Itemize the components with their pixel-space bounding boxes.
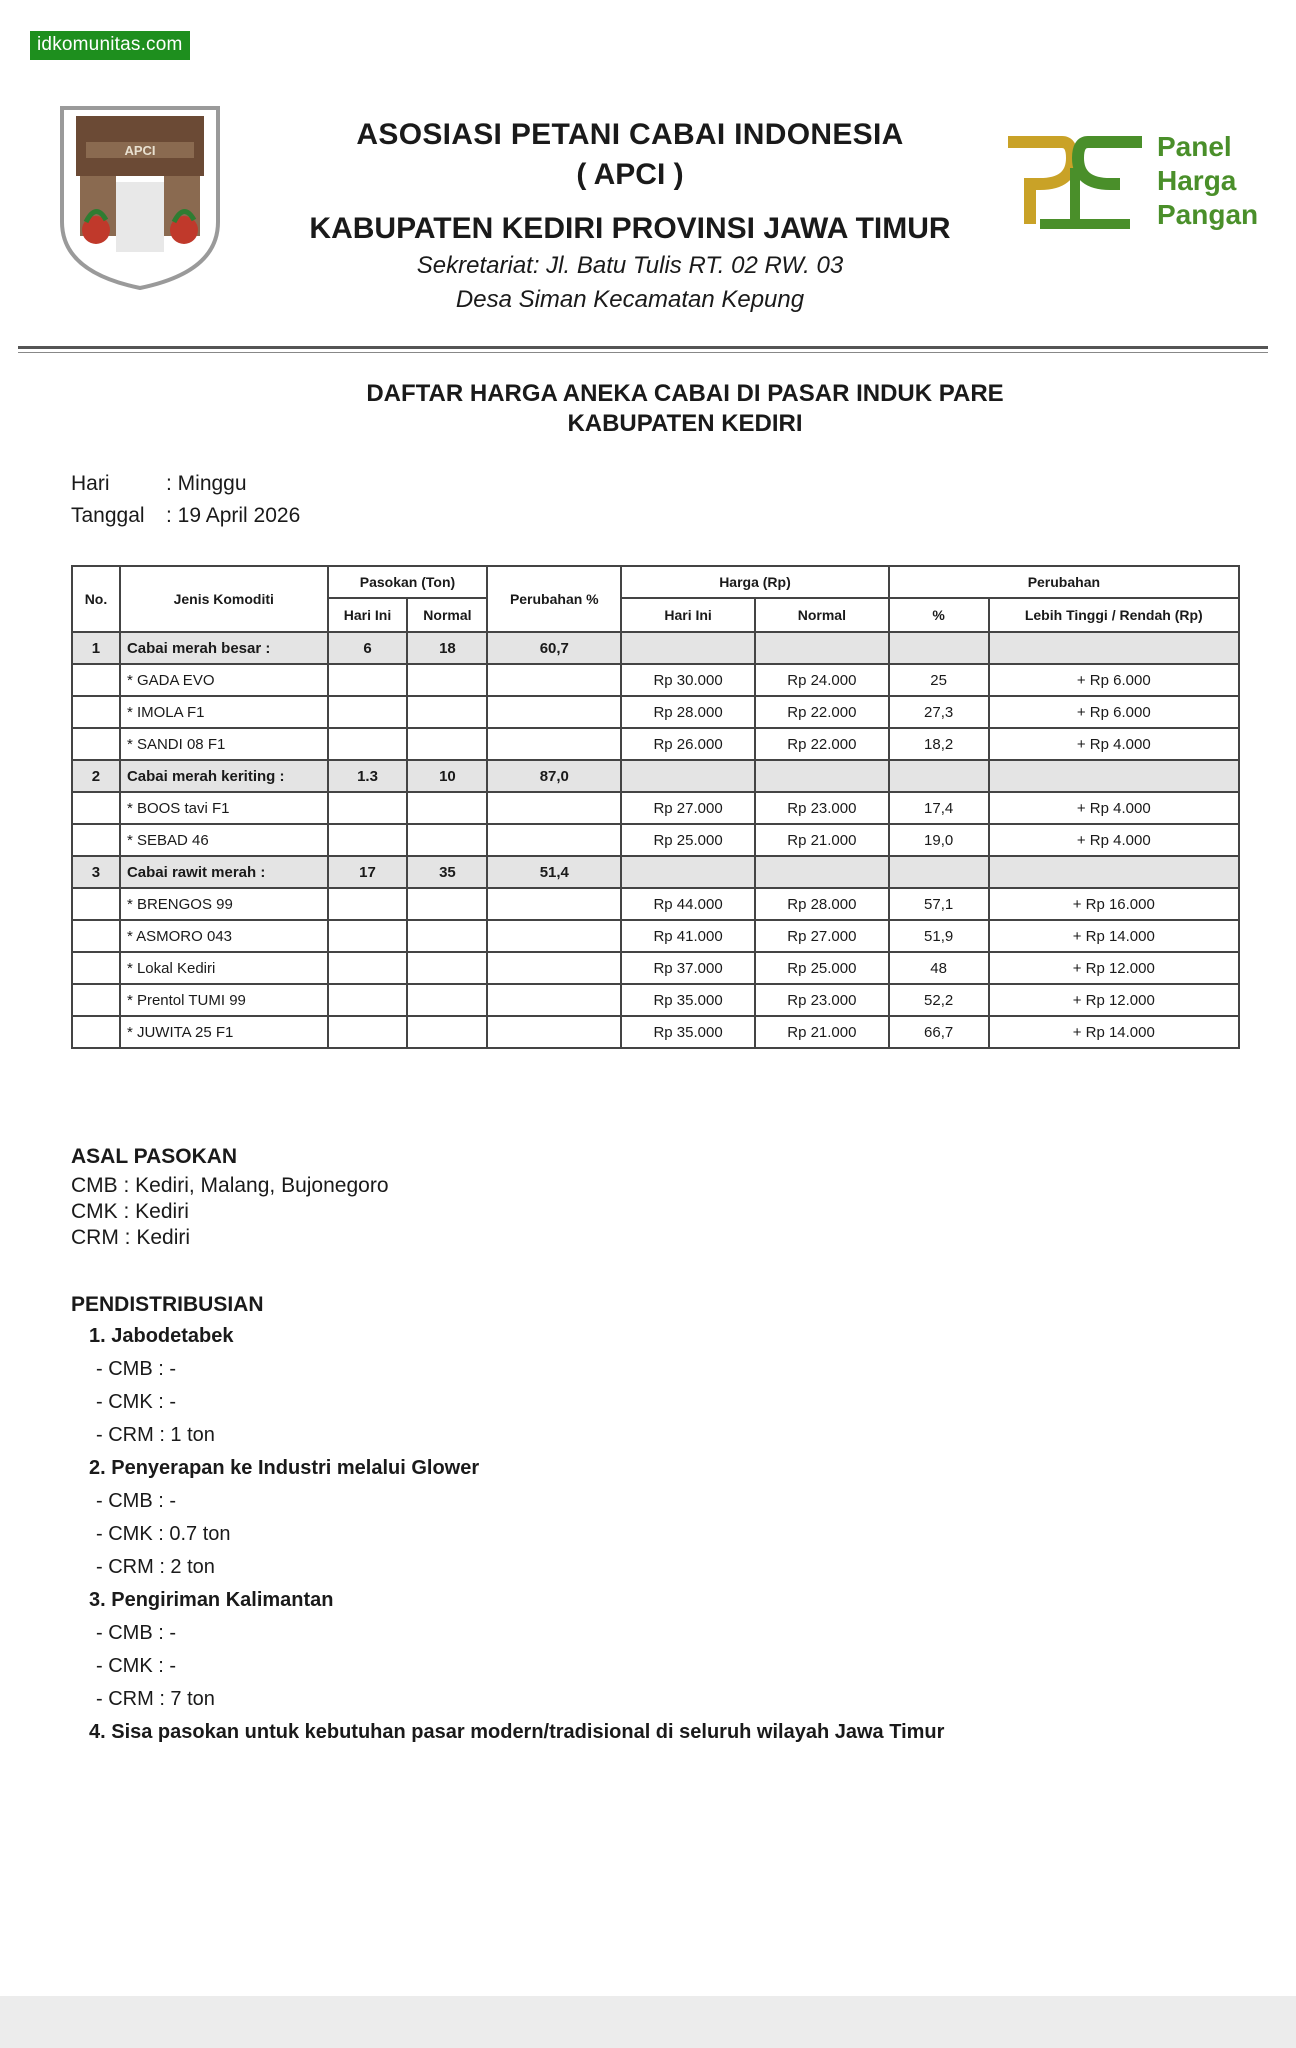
cell-no bbox=[72, 696, 120, 728]
col-harga: Harga (Rp) bbox=[621, 566, 889, 598]
cell-p-change bbox=[487, 1016, 621, 1048]
distribusi-title: PENDISTRIBUSIAN bbox=[71, 1293, 264, 1316]
meta-tanggal: Tanggal : 19 April 2026 bbox=[71, 504, 301, 527]
cell-p-change bbox=[487, 728, 621, 760]
cell-p-change bbox=[487, 888, 621, 920]
cell-h-normal: Rp 23.000 bbox=[755, 792, 889, 824]
cell-p-normal bbox=[407, 824, 487, 856]
cell-name: * Prentol TUMI 99 bbox=[120, 984, 328, 1016]
cell-p-change: 87,0 bbox=[487, 760, 621, 792]
meta-hari: Hari : Minggu bbox=[71, 472, 247, 495]
col-pasokan: Pasokan (Ton) bbox=[328, 566, 488, 598]
asal-list bbox=[71, 1173, 389, 1251]
cell-pct: 51,9 bbox=[889, 920, 989, 952]
cell-name: * SANDI 08 F1 bbox=[120, 728, 328, 760]
cell-h-today: Rp 26.000 bbox=[621, 728, 755, 760]
cell-pct bbox=[889, 760, 989, 792]
cell-p-change bbox=[487, 824, 621, 856]
cell-diff: + Rp 12.000 bbox=[989, 984, 1239, 1016]
org-address-1: Sekretariat: Jl. Batu Tulis RT. 02 RW. 03 bbox=[416, 252, 844, 279]
col-perubahan-pct: Perubahan % bbox=[487, 566, 621, 632]
table-row bbox=[72, 728, 1239, 760]
table-row bbox=[72, 696, 1239, 728]
distribusi-item: - CMK : - bbox=[96, 1655, 176, 1677]
watermark-label: idkomunitas.com bbox=[30, 31, 190, 60]
cell-p-change bbox=[487, 664, 621, 696]
table-row bbox=[72, 824, 1239, 856]
distribusi-item: - CRM : 2 ton bbox=[96, 1556, 215, 1578]
cell-pct: 25 bbox=[889, 664, 989, 696]
table-row bbox=[72, 792, 1239, 824]
cell-pct: 57,1 bbox=[889, 888, 989, 920]
cell-p-change bbox=[487, 920, 621, 952]
distribusi-heading: 3. Pengiriman Kalimantan bbox=[89, 1589, 334, 1611]
cell-pct: 17,4 bbox=[889, 792, 989, 824]
col-jenis: Jenis Komoditi bbox=[120, 566, 328, 632]
cell-h-today: Rp 25.000 bbox=[621, 824, 755, 856]
table-row bbox=[72, 664, 1239, 696]
table-row bbox=[72, 952, 1239, 984]
cell-p-normal: 10 bbox=[407, 760, 487, 792]
asal-line: CMB : Kediri, Malang, Bujonegoro bbox=[71, 1174, 389, 1197]
panel-harga-pangan-logo bbox=[1000, 128, 1150, 238]
cell-p-normal bbox=[407, 952, 487, 984]
distribusi-item: - CMB : - bbox=[96, 1622, 176, 1644]
cell-no: 2 bbox=[72, 760, 120, 792]
cell-p-change: 51,4 bbox=[487, 856, 621, 888]
cell-diff bbox=[989, 856, 1239, 888]
cell-diff bbox=[989, 632, 1239, 664]
table-row bbox=[72, 1016, 1239, 1048]
cell-p-normal: 35 bbox=[407, 856, 487, 888]
asal-title: ASAL PASOKAN bbox=[71, 1145, 238, 1168]
col-perubahan: Perubahan bbox=[889, 566, 1239, 598]
cell-p-today bbox=[328, 952, 408, 984]
cell-diff: + Rp 4.000 bbox=[989, 728, 1239, 760]
document-subtitle: KABUPATEN KEDIRI bbox=[567, 410, 803, 437]
cell-h-today: Rp 30.000 bbox=[621, 664, 755, 696]
cell-diff: + Rp 14.000 bbox=[989, 1016, 1239, 1048]
cell-h-normal bbox=[755, 856, 889, 888]
cell-p-normal bbox=[407, 664, 487, 696]
cell-name: * BRENGOS 99 bbox=[120, 888, 328, 920]
cell-h-today bbox=[621, 760, 755, 792]
cell-name: Cabai rawit merah : bbox=[120, 856, 328, 888]
col-no: No. bbox=[72, 566, 120, 632]
cell-p-today bbox=[328, 824, 408, 856]
cell-diff: + Rp 4.000 bbox=[989, 824, 1239, 856]
cell-h-today: Rp 28.000 bbox=[621, 696, 755, 728]
cell-p-today bbox=[328, 888, 408, 920]
cell-no: 3 bbox=[72, 856, 120, 888]
cell-pct: 18,2 bbox=[889, 728, 989, 760]
cell-no bbox=[72, 984, 120, 1016]
cell-h-normal: Rp 22.000 bbox=[755, 696, 889, 728]
org-region: KABUPATEN KEDIRI PROVINSI JAWA TIMUR bbox=[309, 212, 951, 245]
cell-p-change: 60,7 bbox=[487, 632, 621, 664]
col-pasokan-hari-ini: Hari Ini bbox=[328, 598, 408, 632]
cell-p-normal bbox=[407, 696, 487, 728]
col-pct: % bbox=[889, 598, 989, 632]
cell-pct: 27,3 bbox=[889, 696, 989, 728]
cell-p-today bbox=[328, 792, 408, 824]
distribusi-heading: 2. Penyerapan ke Industri melalui Glower bbox=[89, 1457, 480, 1479]
cell-p-change bbox=[487, 984, 621, 1016]
cell-h-normal: Rp 28.000 bbox=[755, 888, 889, 920]
distribusi-item: - CRM : 7 ton bbox=[96, 1688, 215, 1710]
cell-diff: + Rp 12.000 bbox=[989, 952, 1239, 984]
cell-h-normal: Rp 22.000 bbox=[755, 728, 889, 760]
cell-p-normal bbox=[407, 984, 487, 1016]
cell-h-today bbox=[621, 856, 755, 888]
cell-pct: 66,7 bbox=[889, 1016, 989, 1048]
cell-diff: + Rp 6.000 bbox=[989, 696, 1239, 728]
cell-p-today bbox=[328, 664, 408, 696]
cell-h-normal: Rp 27.000 bbox=[755, 920, 889, 952]
cell-pct bbox=[889, 632, 989, 664]
cell-p-normal bbox=[407, 1016, 487, 1048]
org-abbrev: ( APCI ) bbox=[576, 158, 684, 191]
cell-name: * ASMORO 043 bbox=[120, 920, 328, 952]
cell-diff: + Rp 6.000 bbox=[989, 664, 1239, 696]
cell-diff: + Rp 4.000 bbox=[989, 792, 1239, 824]
asal-line: CRM : Kediri bbox=[71, 1226, 191, 1249]
cell-p-change bbox=[487, 696, 621, 728]
cell-no bbox=[72, 888, 120, 920]
cell-h-normal bbox=[755, 760, 889, 792]
cell-p-today bbox=[328, 696, 408, 728]
cell-h-today: Rp 27.000 bbox=[621, 792, 755, 824]
org-address-2: Desa Siman Kecamatan Kepung bbox=[455, 286, 805, 313]
distribusi-item: - CMB : - bbox=[96, 1358, 176, 1380]
cell-pct: 48 bbox=[889, 952, 989, 984]
cell-p-today bbox=[328, 920, 408, 952]
bottom-bar bbox=[0, 1996, 1296, 2048]
cell-name: * BOOS tavi F1 bbox=[120, 792, 328, 824]
cell-h-normal bbox=[755, 632, 889, 664]
col-harga-hari-ini: Hari Ini bbox=[621, 598, 755, 632]
cell-p-normal bbox=[407, 792, 487, 824]
cell-p-normal: 18 bbox=[407, 632, 487, 664]
panel-logo-text: Panel Harga Pangan bbox=[1157, 131, 1259, 230]
cell-name: * IMOLA F1 bbox=[120, 696, 328, 728]
cell-diff: + Rp 14.000 bbox=[989, 920, 1239, 952]
cell-no bbox=[72, 1016, 120, 1048]
org-name: ASOSIASI PETANI CABAI INDONESIA bbox=[356, 118, 904, 151]
cell-p-today bbox=[328, 728, 408, 760]
document-title: DAFTAR HARGA ANEKA CABAI DI PASAR INDUK PARE bbox=[366, 380, 1004, 407]
svg-text:APCI: APCI bbox=[124, 143, 156, 158]
cell-h-today: Rp 35.000 bbox=[621, 1016, 755, 1048]
cell-name: Cabai merah besar : bbox=[120, 632, 328, 664]
cell-no bbox=[72, 920, 120, 952]
cell-pct: 52,2 bbox=[889, 984, 989, 1016]
cell-name: * JUWITA 25 F1 bbox=[120, 1016, 328, 1048]
apci-emblem-logo bbox=[56, 102, 224, 292]
distribusi-heading: 1. Jabodetabek bbox=[89, 1325, 234, 1347]
cell-name: * Lokal Kediri bbox=[120, 952, 328, 984]
cell-no bbox=[72, 728, 120, 760]
cell-p-change bbox=[487, 952, 621, 984]
table-row bbox=[72, 888, 1239, 920]
cell-h-today bbox=[621, 632, 755, 664]
table-row bbox=[72, 920, 1239, 952]
cell-p-today bbox=[328, 1016, 408, 1048]
category-row bbox=[72, 760, 1239, 792]
category-row bbox=[72, 856, 1239, 888]
asal-line: CMK : Kediri bbox=[71, 1200, 189, 1223]
cell-pct: 19,0 bbox=[889, 824, 989, 856]
col-harga-normal: Normal bbox=[755, 598, 889, 632]
cell-h-normal: Rp 21.000 bbox=[755, 1016, 889, 1048]
cell-name: Cabai merah keriting : bbox=[120, 760, 328, 792]
cell-p-normal bbox=[407, 728, 487, 760]
cell-name: * SEBAD 46 bbox=[120, 824, 328, 856]
cell-p-today: 1.3 bbox=[328, 760, 408, 792]
cell-h-today: Rp 44.000 bbox=[621, 888, 755, 920]
distribusi-heading: 4. Sisa pasokan untuk kebutuhan pasar modern/tradisional di seluruh wilayah Jawa Timur bbox=[89, 1721, 945, 1743]
cell-p-today: 6 bbox=[328, 632, 408, 664]
cell-no bbox=[72, 664, 120, 696]
cell-p-normal bbox=[407, 888, 487, 920]
cell-h-today: Rp 35.000 bbox=[621, 984, 755, 1016]
cell-no: 1 bbox=[72, 632, 120, 664]
cell-p-change bbox=[487, 792, 621, 824]
col-lebih: Lebih Tinggi / Rendah (Rp) bbox=[989, 598, 1239, 632]
cell-h-normal: Rp 23.000 bbox=[755, 984, 889, 1016]
distribusi-item: - CRM : 1 ton bbox=[96, 1424, 215, 1446]
cell-no bbox=[72, 952, 120, 984]
cell-diff: + Rp 16.000 bbox=[989, 888, 1239, 920]
cell-h-today: Rp 37.000 bbox=[621, 952, 755, 984]
cell-p-today: 17 bbox=[328, 856, 408, 888]
header-divider-thin bbox=[18, 352, 1268, 353]
table-row bbox=[72, 984, 1239, 1016]
cell-p-normal bbox=[407, 920, 487, 952]
distribusi-list bbox=[71, 1320, 944, 1749]
cell-h-normal: Rp 24.000 bbox=[755, 664, 889, 696]
cell-name: * GADA EVO bbox=[120, 664, 328, 696]
distribusi-item: - CMB : - bbox=[96, 1490, 176, 1512]
cell-h-normal: Rp 21.000 bbox=[755, 824, 889, 856]
cell-no bbox=[72, 824, 120, 856]
col-pasokan-normal: Normal bbox=[407, 598, 487, 632]
header-divider bbox=[18, 346, 1268, 349]
cell-h-normal: Rp 25.000 bbox=[755, 952, 889, 984]
cell-h-today: Rp 41.000 bbox=[621, 920, 755, 952]
price-table bbox=[71, 565, 1240, 1049]
category-row bbox=[72, 632, 1239, 664]
distribusi-item: - CMK : 0.7 ton bbox=[96, 1523, 231, 1545]
cell-pct bbox=[889, 856, 989, 888]
distribusi-item: - CMK : - bbox=[96, 1391, 176, 1413]
cell-no bbox=[72, 792, 120, 824]
cell-p-today bbox=[328, 984, 408, 1016]
cell-diff bbox=[989, 760, 1239, 792]
